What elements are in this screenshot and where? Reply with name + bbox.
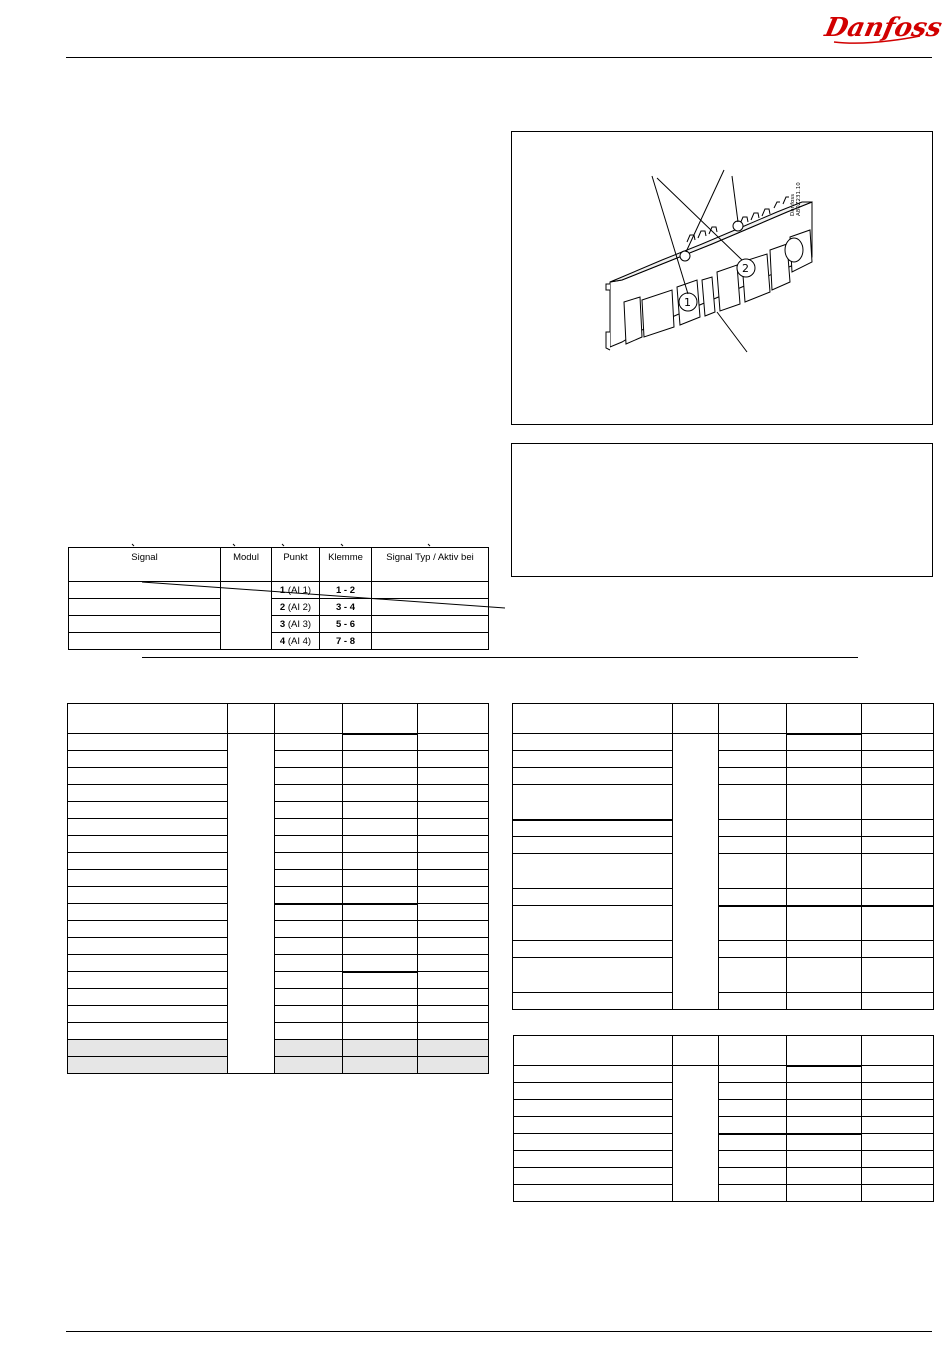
table-row (68, 1040, 489, 1057)
figure-id (790, 176, 807, 216)
table-row (513, 854, 934, 889)
svg-text:Danfoss: Danfoss (790, 193, 796, 216)
danfoss-logo (822, 6, 945, 46)
table-row (68, 887, 489, 904)
punkt-cell: 1 (AI 1) (272, 582, 320, 599)
table-row (513, 993, 934, 1010)
leader-line (140, 575, 510, 615)
table-row (513, 768, 934, 785)
table-row (513, 785, 934, 820)
callout-1: 1 (684, 296, 691, 309)
table-row (68, 836, 489, 853)
punkt-cell: 4 (AI 4) (272, 633, 320, 650)
header-signal: Signal (69, 548, 221, 582)
table-row (68, 1006, 489, 1023)
logo-text: Danfoss (822, 12, 945, 43)
table-row (68, 870, 489, 887)
table-row (68, 1057, 489, 1074)
table-row (68, 955, 489, 972)
table-row (514, 1185, 934, 1202)
header-modul: Modul (221, 548, 272, 582)
klemme-cell: 5 - 6 (320, 616, 372, 633)
klemme-cell: 1 - 2 (320, 582, 372, 599)
header-rule (66, 57, 932, 58)
table-row (69, 633, 489, 650)
left-grid-table (67, 703, 489, 1074)
table-row (68, 751, 489, 768)
table-row (68, 734, 489, 751)
table-row (68, 768, 489, 785)
table-row (68, 802, 489, 819)
table-row (514, 1117, 934, 1134)
table-row (68, 819, 489, 836)
punkt-cell: 2 (AI 2) (272, 599, 320, 616)
table-row (514, 1100, 934, 1117)
header-klemme: Klemme (320, 548, 372, 582)
right-upper-grid-table (512, 703, 934, 1010)
table-row (68, 921, 489, 938)
callout-2: 2 (742, 262, 749, 275)
section-divider (142, 657, 858, 658)
punkt-cell: 3 (AI 3) (272, 616, 320, 633)
table-row (68, 785, 489, 802)
table-row (513, 906, 934, 941)
klemme-cell: 7 - 8 (320, 633, 372, 650)
footer-rule (66, 1331, 932, 1332)
table-row (514, 1083, 934, 1100)
right-lower-grid-table (513, 1035, 934, 1202)
table-row (513, 734, 934, 751)
table-row (513, 958, 934, 993)
controller-illustration (512, 132, 932, 424)
table-row (68, 938, 489, 955)
table-row (513, 820, 934, 837)
table-row (68, 853, 489, 870)
header-punkt: Punkt (272, 548, 320, 582)
table-row (68, 904, 489, 921)
table-row (514, 1066, 934, 1083)
table-row (68, 1023, 489, 1040)
table-row (513, 751, 934, 768)
table-row (514, 1168, 934, 1185)
klemme-cell: 3 - 4 (320, 599, 372, 616)
table-row (69, 616, 489, 633)
table-row (514, 1134, 934, 1151)
table-row (68, 989, 489, 1006)
table-row (513, 837, 934, 854)
table-row (68, 972, 489, 989)
note-box (511, 443, 933, 577)
svg-text:A80Z231.10: A80Z231.10 (796, 182, 802, 216)
header-signal-typ: Signal Typ / Aktiv bei (372, 548, 489, 582)
table-row (514, 1151, 934, 1168)
table-row (513, 941, 934, 958)
table-row (513, 889, 934, 906)
